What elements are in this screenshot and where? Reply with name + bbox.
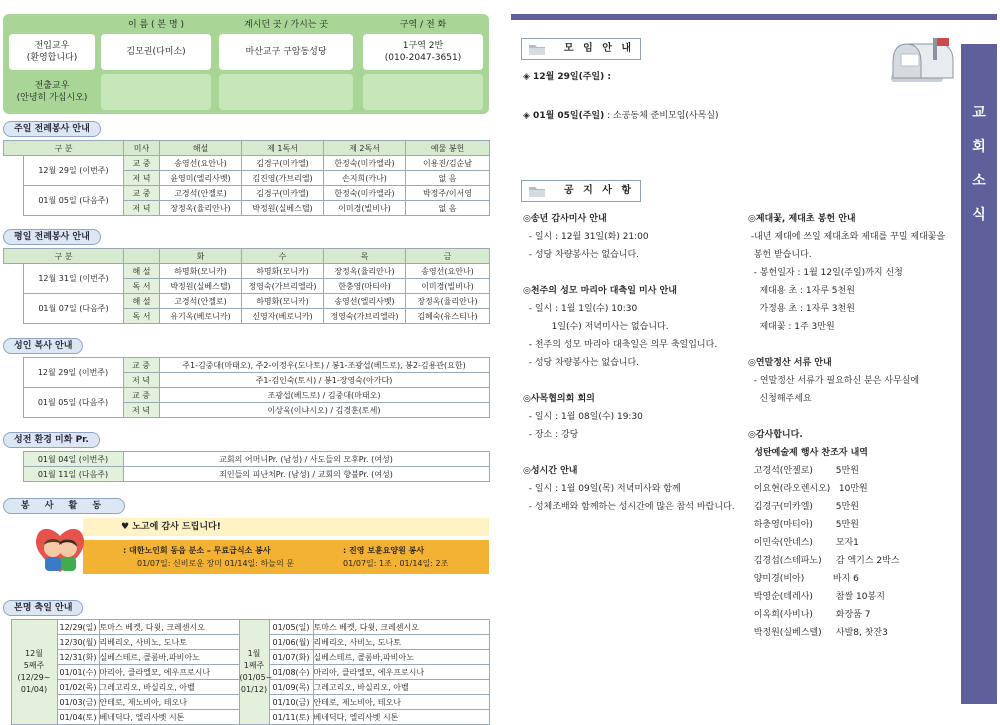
- cell: 주1-김중대(마태오), 주2-이정우(도나토) / 봉1-조광섭(베드로), 봉2-김용관(요한): [159, 358, 489, 373]
- left-panel: [3, 14, 489, 722]
- cell: 박정원(실베스텔): [242, 201, 324, 216]
- notice-line: 이민숙(안네스) 모자1: [748, 538, 859, 548]
- volunteer-right-title: : 진영 보훈요양원 봉사: [343, 546, 425, 555]
- cell: 이용진/김순남: [406, 156, 490, 171]
- feast-date: 01/05(일): [269, 620, 313, 635]
- feast-names: 마리아, 클라엘모, 에우프로시나: [313, 665, 489, 680]
- transfer-in-label: 전입교우 (환영합니다): [9, 34, 95, 70]
- volunteer-thanks: [3, 518, 489, 580]
- cell: 손지희(카나): [324, 171, 406, 186]
- notice-line: -내년 제대에 쓰일 제대초와 제대를 꾸밀 제대꽃을: [748, 232, 946, 242]
- feast-date: 01/04(토): [57, 710, 99, 725]
- feast-names: 그레고리오, 바실리오, 아벨: [99, 680, 239, 695]
- cell: 이미경(빌비나): [324, 201, 406, 216]
- cell: 정영숙(가브리엘라): [242, 279, 324, 294]
- feast-date: 01/10(금): [269, 695, 313, 710]
- notice-column-1: [523, 210, 735, 516]
- cell: 유기옥(베로니카): [160, 309, 242, 324]
- col-header: 제 2독서: [324, 141, 406, 156]
- week-label: 1월 1째주 (01/05~ 01/12): [239, 620, 269, 725]
- feast-section: [3, 600, 489, 725]
- notice-line: 제대꽃 : 1주 3만원: [748, 322, 835, 332]
- mass-cell: 교 중: [124, 186, 160, 201]
- feast-date: 01/02(목): [57, 680, 99, 695]
- volunteer-right-detail: 01/07일: 1조 , 01/14일: 2조: [343, 559, 449, 568]
- side-char: 교: [972, 105, 986, 121]
- cell: 조광섭(베드로) / 김중대(마태오): [159, 388, 489, 403]
- notice-line: ◎사목협의회 회의: [523, 394, 595, 404]
- cell: 송영선(요안나): [160, 156, 242, 171]
- cell: 김진영(가브리엘): [242, 171, 324, 186]
- notice-line: 김경섭(스테파노) 감 엑기스 2박스: [748, 556, 900, 566]
- notice-line: 이옥희(사비나) 화장품 7: [748, 610, 871, 620]
- feast-names: 실베스테르, 콜롬바,파비아노: [99, 650, 239, 665]
- week-label: 12월 5째주 (12/29~ 01/04): [11, 620, 57, 725]
- notice-line: ◎성시간 안내: [523, 466, 578, 476]
- church-news-sidebar: [961, 44, 997, 704]
- date-cell: 12월 29일 (이번주): [24, 156, 124, 186]
- cell: 이미경(빌비나): [406, 279, 490, 294]
- cleaning-section: [3, 432, 489, 482]
- mass-cell: 교 중: [123, 358, 159, 373]
- altar-service-section: [3, 338, 489, 418]
- notice-line: 봉헌 받습니다.: [748, 250, 812, 260]
- notice-heading: [521, 180, 641, 202]
- role-cell: 독 서: [124, 309, 160, 324]
- table-row: [3, 467, 489, 482]
- notice-line: - 일시 : 1월 1일(수) 10:30: [523, 304, 638, 314]
- col-header: 예물 봉헌: [406, 141, 490, 156]
- table-row: [3, 452, 489, 467]
- cell: 교회의 어머니Pr. (남성) / 사도들의 모후Pr. (여성): [123, 452, 489, 467]
- col-header: 미사: [124, 141, 160, 156]
- volunteer-left-detail: 01/07일: 신비로운 장미 01/14일: 하늘의 문: [137, 559, 294, 568]
- feast-date: 01/07(화): [269, 650, 313, 665]
- meeting-title: 모 임 안 내: [564, 43, 635, 54]
- cell: 김경구(미카엘): [242, 186, 324, 201]
- transfer-out-name: [101, 74, 211, 110]
- table-row: [3, 388, 489, 403]
- notice-line: [748, 408, 945, 426]
- notice-line: - 일시 : 1월 09일(목) 저녁미사와 함께: [523, 484, 681, 494]
- mass-cell: 저 녁: [123, 373, 159, 388]
- cell: 정영숙(가브리엘라): [324, 309, 406, 324]
- cell: 장정옥(율리안나): [406, 294, 490, 309]
- transfer-out-parish: [219, 74, 353, 110]
- mass-cell: 저 녁: [123, 403, 159, 418]
- cell: 없 음: [406, 171, 490, 186]
- feast-names: 실베스테르, 콜롬바,파비아노: [313, 650, 489, 665]
- mass-cell: 저 녁: [124, 171, 160, 186]
- col-header: 해설: [160, 141, 242, 156]
- date-cell: 01월 05일 (다음주): [23, 388, 123, 418]
- notice-line: 제대용 초 : 1자루 5천원: [748, 286, 855, 296]
- date-cell: 12월 31일 (이번주): [24, 264, 124, 294]
- feast-date: 01/09(목): [269, 680, 313, 695]
- cell: 박정원(실베스텔): [160, 279, 242, 294]
- transfer-in-parish: 마산교구 구암동성당: [219, 34, 353, 70]
- cell: 한정숙(미카엘라): [324, 156, 406, 171]
- table-row: [3, 358, 489, 373]
- table-row: [3, 620, 489, 635]
- col-header: 구 분: [4, 141, 124, 156]
- date-cell: 01월 11일 (다음주): [23, 467, 123, 482]
- col-header: 구 분: [4, 249, 124, 264]
- cell: 송영선(요안나): [406, 264, 490, 279]
- cell: 송영선(엘리사벳): [324, 294, 406, 309]
- feast-date: 01/11(토): [269, 710, 313, 725]
- meeting-item-1: [523, 68, 611, 86]
- notice-line: 하충영(마티아) 5만원: [748, 520, 859, 530]
- notice-line: - 장소 : 강당: [523, 430, 579, 440]
- notice-line: 1일(수) 저녁미사는 없습니다.: [523, 322, 669, 332]
- cell: 한충영(마티아): [324, 279, 406, 294]
- transfer-out-label: 전출교우 (안녕히 가십시오): [16, 80, 88, 103]
- table-row: [4, 156, 490, 171]
- weekday-service-title: 평일 전례봉사 안내: [3, 229, 101, 245]
- feast-names: 그레고리오, 바실리오, 아벨: [313, 680, 489, 695]
- feast-names: 리베리오, 사비노, 도나토: [99, 635, 239, 650]
- volunteer-title: 봉 사 활 동: [3, 498, 125, 514]
- header-name: 이 름 ( 본 명 ): [127, 20, 185, 30]
- notice-line: 고경석(안젤로) 5만원: [748, 466, 859, 476]
- notice-line: [523, 372, 735, 390]
- notice-line: - 성체조배와 함께하는 성시간에 많은 참석 바랍니다.: [523, 502, 735, 512]
- notice-line: ◎제대꽃, 제대초 봉헌 안내: [748, 214, 856, 224]
- col-header: 금: [406, 249, 490, 264]
- cell: 하명화(모니카): [242, 264, 324, 279]
- transfer-out-district: [363, 74, 483, 110]
- couple-illustration-icon: [31, 518, 89, 576]
- table-row: [4, 186, 490, 201]
- altar-service-table: [3, 357, 490, 418]
- notice-line: ◎연말정산 서류 안내: [748, 358, 832, 368]
- cell: 하명화(모니카): [160, 264, 242, 279]
- notice-line: - 성당 차량봉사는 없습니다.: [523, 250, 640, 260]
- notice-line: - 일시 : 12월 31일(화) 21:00: [523, 232, 649, 242]
- transfer-in-name: 김모권(다미소): [101, 34, 211, 70]
- notice-line: 가정용 초 : 1자루 3천원: [748, 304, 855, 314]
- notice-line: - 성당 차량봉사는 없습니다.: [523, 358, 640, 368]
- notice-line: - 봉헌일자 : 1월 12일(주일)까지 신청: [748, 268, 903, 278]
- notice-line: [748, 336, 945, 354]
- feast-names: 토마스 베켓, 다윗, 크레센시오: [99, 620, 239, 635]
- feast-date: 12/31(화): [57, 650, 99, 665]
- col-header: 화: [160, 249, 242, 264]
- volunteer-left-title: : 대한노인회 동읍 분소 – 무료급식소 봉사: [123, 546, 271, 555]
- cell: 이상욱(이냐시오) / 김경훈(토세): [159, 403, 489, 418]
- mailbox-icon: [883, 34, 959, 96]
- cell: 박정주/이서영: [406, 186, 490, 201]
- folder-icon: [528, 184, 546, 198]
- cell: 하명화(모니카): [242, 294, 324, 309]
- mass-cell: 저 녁: [124, 201, 160, 216]
- notice-line: 신청해주세요: [748, 394, 812, 404]
- feast-date: 12/29(일): [57, 620, 99, 635]
- table-row: [4, 264, 490, 279]
- side-char: 회: [972, 139, 986, 155]
- role-cell: 독 서: [124, 279, 160, 294]
- meeting-2-text: : 소공동체 준비모임(사목실): [604, 111, 719, 121]
- feast-date: 01/06(월): [269, 635, 313, 650]
- feast-table: [3, 619, 490, 725]
- notice-line: ◎송년 감사미사 안내: [523, 214, 607, 224]
- weekday-service-section: [3, 229, 489, 324]
- feast-names: 리베리오, 사비노, 도나토: [313, 635, 489, 650]
- col-header: 목: [324, 249, 406, 264]
- altar-service-title: 성인 복사 안내: [3, 338, 83, 354]
- feast-names: 베네딕다, 엘리사벳 시톤: [99, 710, 239, 725]
- cell: 고경석(안젤로): [160, 186, 242, 201]
- meeting-2-date: ◈ 01월 05일(주일): [523, 111, 605, 121]
- feast-names: 안테로, 제노비아, 테오나: [313, 695, 489, 710]
- top-bar: [511, 14, 997, 20]
- notice-line: ◎감사합니다.: [748, 430, 803, 440]
- col-header: 제 1독서: [242, 141, 324, 156]
- notice-line: [523, 444, 735, 462]
- feast-names: 베네딕다, 엘리사벳 시톤: [313, 710, 489, 725]
- notice-column-2: [748, 210, 945, 642]
- sunday-service-table: [3, 140, 490, 216]
- cell: 고경석(안젤로): [160, 294, 242, 309]
- mass-cell: 교 중: [123, 388, 159, 403]
- sunday-service-title: 주일 전례봉사 안내: [3, 121, 101, 137]
- thanks-banner: ♥ 노고에 감사 드립니다!: [83, 518, 489, 536]
- volunteer-band: [83, 540, 489, 574]
- cell: 죄인들의 피난처Pr. (남성) / 교회의 향불Pr. (여성): [123, 467, 489, 482]
- feast-date: 01/03(금): [57, 695, 99, 710]
- notice-line: 양미경(비아) 바지 6: [748, 574, 859, 584]
- cell: 주1-김인숙(토시) / 봉1-장영숙(아가다): [159, 373, 489, 388]
- right-panel: [511, 14, 997, 704]
- date-cell: 12월 29일 (이번주): [23, 358, 123, 388]
- mass-cell: 교 중: [124, 156, 160, 171]
- table-row: [4, 294, 490, 309]
- cell: 김혜숙(유스티나): [406, 309, 490, 324]
- notice-line: 이요현(라오렌시오) 10만원: [748, 484, 868, 494]
- cell: 윤영미(엘리사벳): [160, 171, 242, 186]
- feast-names: 토마스 베켓, 다윗, 크레센시오: [313, 620, 489, 635]
- notice-line: 박영순(데레사) 참쌀 10봉지: [748, 592, 885, 602]
- cleaning-title: 성전 환경 미화 Pr.: [3, 432, 100, 448]
- meeting-heading: [521, 38, 641, 60]
- date-cell: 01월 05일 (다음주): [24, 186, 124, 216]
- folder-icon: [528, 42, 546, 56]
- header-parish: 계시던 곳 / 가시는 곳: [243, 20, 329, 30]
- meeting-item-2: [523, 107, 719, 125]
- sunday-service-section: [3, 121, 489, 216]
- notice-line: - 일시 : 1월 08일(수) 19:30: [523, 412, 643, 422]
- notice-title: 공 지 사 항: [564, 185, 635, 196]
- date-cell: 01월 04일 (이번주): [23, 452, 123, 467]
- notice-line: - 천주의 성모 마리아 대축일은 의무 축일입니다.: [523, 340, 718, 350]
- notice-line: ◎천주의 성모 마리아 대축일 미사 안내: [523, 286, 677, 296]
- feast-date: 01/01(수): [57, 665, 99, 680]
- transfer-in-district: 1구역 2반 (010-2047-3651): [363, 34, 483, 70]
- cell: 한정숙(미카엘라): [324, 186, 406, 201]
- feast-names: 마리아, 클라엘모, 에우프로시나: [99, 665, 239, 680]
- date-cell: 01월 07일 (다음주): [24, 294, 124, 324]
- col-header: [124, 249, 160, 264]
- meeting-1-text: ◈ 12월 29일(주일) :: [523, 72, 611, 82]
- feast-title: 본명 축일 안내: [3, 600, 83, 616]
- role-cell: 해 설: [124, 264, 160, 279]
- feast-date: 01/08(수): [269, 665, 313, 680]
- volunteer-section: [3, 498, 489, 514]
- notice-line: 김경구(미카엘) 5만원: [748, 502, 859, 512]
- cell: 신영자(베로니카): [242, 309, 324, 324]
- side-char: 소: [972, 173, 986, 189]
- notice-line: 박정원(실베스텔) 사발8, 찻잔3: [748, 628, 888, 638]
- cell: 장정옥(율리안나): [160, 201, 242, 216]
- notice-line: [523, 264, 735, 282]
- side-char: 식: [972, 207, 986, 223]
- header-district: 구역 / 전 화: [399, 20, 447, 30]
- feast-names: 안테로, 제노비아, 테오나: [99, 695, 239, 710]
- notice-line: - 연말정산 서류가 필요하신 분은 사무실에: [748, 376, 920, 386]
- feast-date: 12/30(월): [57, 635, 99, 650]
- col-header: 수: [242, 249, 324, 264]
- cleaning-table: [3, 451, 490, 482]
- role-cell: 해 설: [124, 294, 160, 309]
- weekday-service-table: [3, 248, 490, 324]
- cell: 없 음: [406, 201, 490, 216]
- cell: 김경구(미카엘): [242, 156, 324, 171]
- registration-box: [3, 14, 489, 114]
- cell: 장정옥(율리안나): [324, 264, 406, 279]
- notice-line: 성탄예술제 행사 찬조자 내역: [748, 448, 868, 458]
